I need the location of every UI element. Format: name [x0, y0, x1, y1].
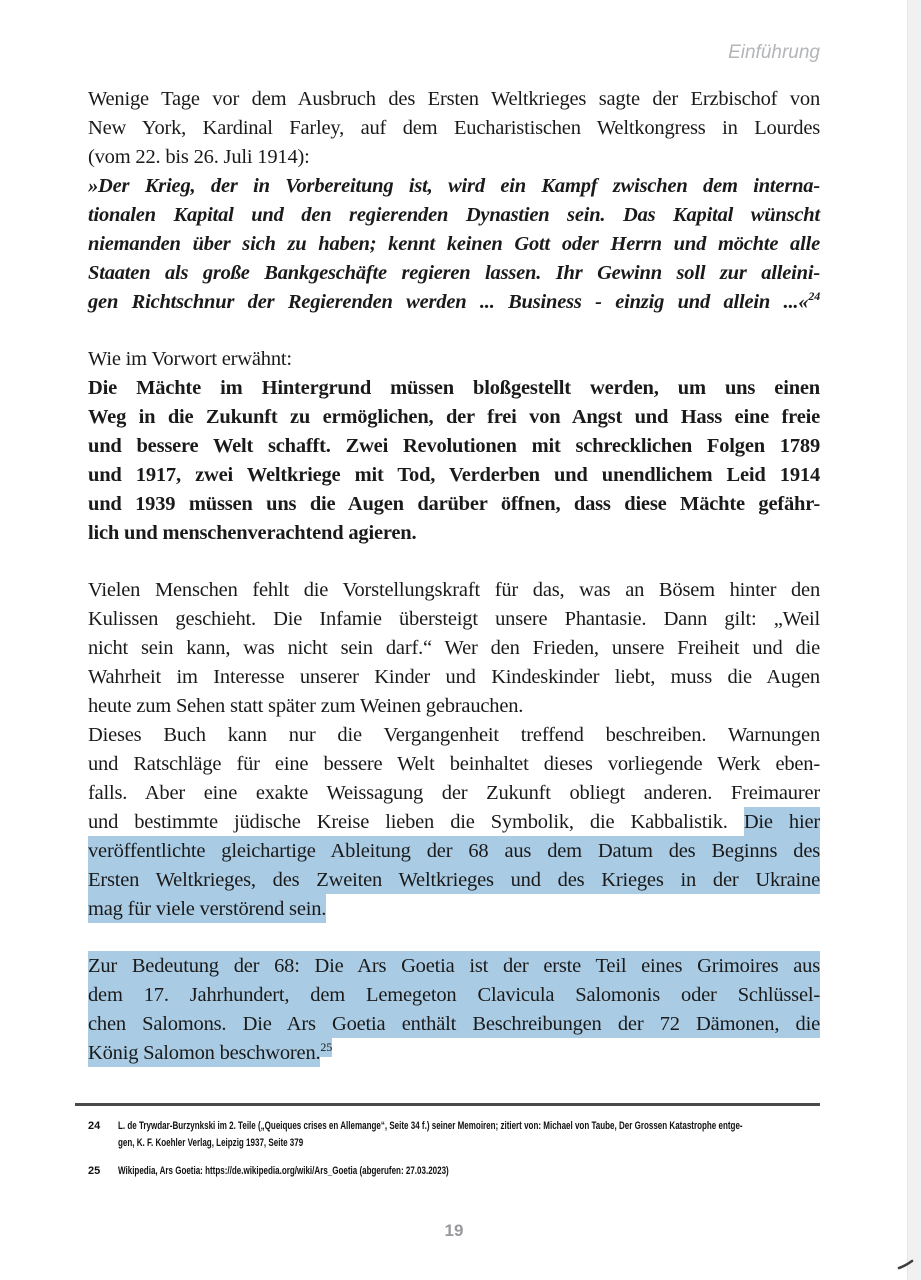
highlighted-text: dem 17. Jahrhundert, dem Lemegeton Clavicula Salomonis oder Schlüssel- [88, 980, 820, 1009]
footnote-ref: 25 [320, 1036, 332, 1057]
text-line [88, 808, 820, 837]
body-text: Wahrheit im Interesse unserer Kinder und Kindeskinder liebt, muss die Augen [88, 666, 820, 688]
body-text: und 1917, zwei Weltkriege mit Tod, Verderben und unendlichem Leid 1914 [88, 464, 820, 486]
footnote-number: 25 [88, 1165, 101, 1177]
body-text: und Ratschläge für eine bessere Welt beinhaltet dieses vorliegende Werk eben- [88, 753, 820, 775]
running-header: Einführung [728, 42, 820, 63]
text-line [88, 201, 820, 230]
body-text: (vom 22. bis 26. Juli 1914): [88, 146, 310, 168]
text-block [88, 85, 820, 1068]
paragraph-vorstellungskraft [88, 576, 820, 721]
body-text: New York, Kardinal Farley, auf dem Eucharistischen Weltkongress in Lourdes [88, 117, 820, 139]
text-line [88, 288, 820, 317]
body-text: Staaten als große Bankgeschäfte regieren lassen. Ihr Gewinn soll zur alleini- [88, 262, 820, 284]
footnote-text [118, 1118, 921, 1152]
highlighted-text: mag für viele verstörend sein. [88, 894, 326, 923]
text-line [88, 143, 820, 172]
body-text: Die Mächte im Hintergrund müssen bloßgestellt werden, um uns einen [88, 377, 820, 399]
text-line [88, 837, 820, 866]
body-text: »Der Krieg, der in Vorbereitung ist, wird ein Kampf zwischen dem interna- [88, 175, 820, 197]
footnote-text-line: gen, K. F. Koehler Verlag, Leipzig 1937, Seite 379 [118, 1137, 304, 1149]
footnote-text [118, 1163, 820, 1180]
highlighted-text: Ersten Weltkrieges, des Zweiten Weltkrieges und des Krieges in der Ukraine [88, 865, 820, 894]
text-line [88, 519, 820, 548]
body-text: Weg in die Zukunft zu ermöglichen, der frei von Angst und Hass eine freie [88, 406, 820, 428]
body-text: Wie im Vorwort erwähnt: [88, 348, 292, 370]
text-line [88, 895, 820, 924]
body-text: falls. Aber eine exakte Weissagung der Zukunft obliegt anderen. Freimaurer [88, 782, 820, 804]
text-line [88, 952, 820, 981]
text-line [88, 85, 820, 114]
paragraph-farley-quote [88, 172, 820, 317]
footnote-text-line: Wikipedia, Ars Goetia: https://de.wikipedia.org/wiki/Ars_Goetia (abgerufen: 27.03.2023) [118, 1165, 449, 1177]
paragraph-vorwort-lead [88, 345, 820, 374]
paragraph-dieses-buch [88, 721, 820, 924]
mouse-cursor-mark [897, 1257, 915, 1271]
body-text: Dieses Buch kann nur die Vergangenheit treffend beschreiben. Warnungen [88, 724, 820, 746]
text-line [88, 576, 820, 605]
text-line [88, 403, 820, 432]
body-text: Vielen Menschen fehlt die Vorstellungskraft für das, was an Bösem hinter den [88, 579, 820, 601]
highlighted-text: Die hier [744, 807, 820, 836]
text-line [88, 779, 820, 808]
text-line [88, 634, 820, 663]
highlighted-text: chen Salomons. Die Ars Goetia enthält Beschreibungen der 72 Dämonen, die [88, 1009, 820, 1038]
body-text: und bessere Welt schafft. Zwei Revolutionen mit schrecklichen Folgen 1789 [88, 435, 820, 457]
text-line [88, 432, 820, 461]
highlighted-text: König Salomon beschworen. [88, 1038, 320, 1067]
body-text: heute zum Sehen statt später zum Weinen gebrauchen. [88, 695, 524, 717]
body-text: lich und menschenverachtend agieren. [88, 522, 417, 544]
text-line [88, 461, 820, 490]
footnote-item [88, 1118, 820, 1152]
text-line [88, 1039, 820, 1068]
paragraph-ars-goetia [88, 952, 820, 1068]
text-line [88, 345, 820, 374]
paragraph-vorwort-bold [88, 374, 820, 548]
text-line [88, 114, 820, 143]
text-line [88, 374, 820, 403]
text-line [88, 692, 820, 721]
footnote-number: 24 [88, 1120, 101, 1132]
text-line [88, 605, 820, 634]
highlighted-text: veröffentlichte gleichartige Ableitung der 68 aus dem Datum des Beginns des [88, 836, 820, 865]
body-text: Wenige Tage vor dem Ausbruch des Ersten Weltkrieges sagte der Erzbischof von [88, 88, 820, 110]
text-line [88, 721, 820, 750]
text-line [88, 172, 820, 201]
footnote-item [88, 1163, 820, 1180]
scrollbar-track[interactable] [907, 0, 921, 1280]
footnote-text-line: L. de Trywdar-Burzynkski im 2. Teile („Queiques crises en Allemange“, Seite 34 f.) seiner Memoiren; zitiert von: Michael von Taube, Der Grossen Katastrophe entge- [118, 1120, 743, 1132]
text-line [88, 230, 820, 259]
text-line [88, 259, 820, 288]
text-line [88, 490, 820, 519]
text-line [88, 750, 820, 779]
text-line [88, 981, 820, 1010]
page-number: 19 [444, 1221, 464, 1240]
body-text: und 1939 müssen uns die Augen darüber öffnen, dass diese Mächte gefähr- [88, 493, 820, 515]
paragraph-intro [88, 85, 820, 172]
highlighted-text: Zur Bedeutung der 68: Die Ars Goetia ist der erste Teil eines Grimoires aus [88, 951, 820, 980]
body-text: tionalen Kapital und den regierenden Dynastien sein. Das Kapital wünscht [88, 204, 820, 226]
body-text: und bestimmte jüdische Kreise lieben die Symbolik, die Kabbalistik. [88, 811, 744, 833]
body-text: nicht sein kann, was nicht sein darf.“ Wer den Frieden, unsere Freiheit und die [88, 637, 820, 659]
footnote-divider [75, 1103, 820, 1106]
footnote-ref: 24 [808, 289, 820, 304]
body-text: niemanden über sich zu haben; kennt keinen Gott oder Herrn und möchte alle [88, 233, 820, 255]
text-line [88, 1010, 820, 1039]
text-line [88, 663, 820, 692]
body-text: gen Richtschnur der Regierenden werden ... Business - einzig und allein ...« [88, 291, 809, 313]
text-line [88, 866, 820, 895]
footnotes-section [88, 1118, 820, 1191]
body-text: Kulissen geschieht. Die Infamie übersteigt unsere Phantasie. Dann gilt: „Weil [88, 608, 820, 630]
